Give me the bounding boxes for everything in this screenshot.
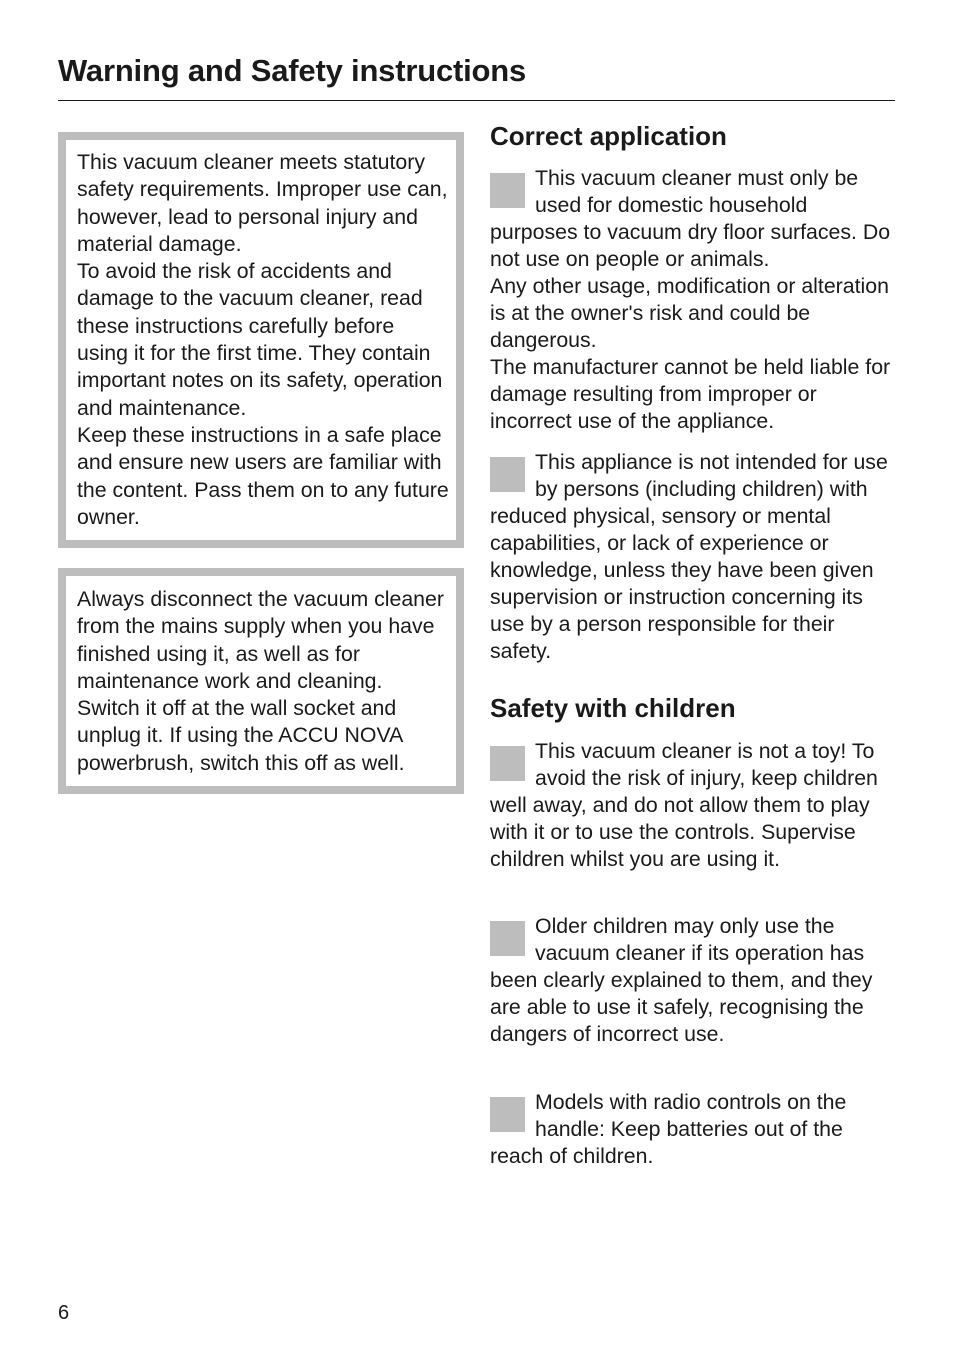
instruction-text: This appliance is not intended for use by persons (including children) with reduced physical, sensory or mental capabilities, or lack of experience or knowledge, unless they have been given supervision or instruction concerning its use by a person responsible for their safety. xyxy=(490,450,888,663)
bullet-square-icon xyxy=(490,457,525,492)
bullet-square-icon xyxy=(490,746,525,781)
instruction-text: Any other usage, modification or alteration is at the owner's risk and could be dangerous. xyxy=(490,274,889,352)
safety-notice-content xyxy=(66,140,456,540)
instruction-item xyxy=(490,738,900,873)
safety-notice-paragraph: To avoid the risk of accidents and damage to the vacuum cleaner, read these instructions carefully before using it for the first time. They contain important notes on its safety, operation and maintenance. xyxy=(77,259,443,420)
page-title: Warning and Safety instructions xyxy=(58,53,527,88)
disconnect-notice-box xyxy=(58,568,464,794)
instruction-text: Models with radio controls on the handle: Keep batteries out of the reach of children. xyxy=(490,1090,847,1168)
instruction-text: The manufacturer cannot be held liable for damage resulting from improper or incorrect use of the appliance. xyxy=(490,355,891,433)
instruction-item xyxy=(490,913,900,1048)
section-heading-correct-application: Correct application xyxy=(490,121,727,151)
instruction-item xyxy=(490,165,900,435)
instruction-item xyxy=(490,449,900,665)
bullet-square-icon xyxy=(490,921,525,956)
instruction-text: This vacuum cleaner must only be used for domestic household purposes to vacuum dry floor surfaces. Do not use on people or animals. xyxy=(490,166,891,271)
bullet-square-icon xyxy=(490,1097,525,1132)
page-number: 6 xyxy=(58,1302,70,1324)
safety-notice-paragraph: Keep these instructions in a safe place and ensure new users are familiar with the content. Pass them on to any future owner. xyxy=(77,422,449,529)
instruction-item xyxy=(490,1089,900,1170)
bullet-square-icon xyxy=(490,173,525,208)
safety-notice-box xyxy=(58,132,464,548)
title-divider xyxy=(58,100,895,101)
section-heading-safety-with-children: Safety with children xyxy=(490,693,736,723)
disconnect-notice-paragraph: Always disconnect the vacuum cleaner from the mains supply when you have finished using it, as well as for maintenance work and cleaning. Switch it off at the wall socket and unplug it. If using the ACCU NOVA powerbrush, switch this off as well. xyxy=(77,587,444,775)
instruction-text: This vacuum cleaner is not a toy! To avoid the risk of injury, keep children well away, and do not allow them to play with it or to use the controls. Supervise children whilst you are using it. xyxy=(490,739,878,871)
instruction-text: Older children may only use the vacuum cleaner if its operation has been clearly explained to them, and they are able to use it safely, recognising the dangers of incorrect use. xyxy=(490,914,873,1046)
safety-notice-paragraph: This vacuum cleaner meets statutory safety requirements. Improper use can, however, lead to personal injury and material damage. xyxy=(77,150,448,256)
disconnect-notice-content xyxy=(66,576,456,786)
